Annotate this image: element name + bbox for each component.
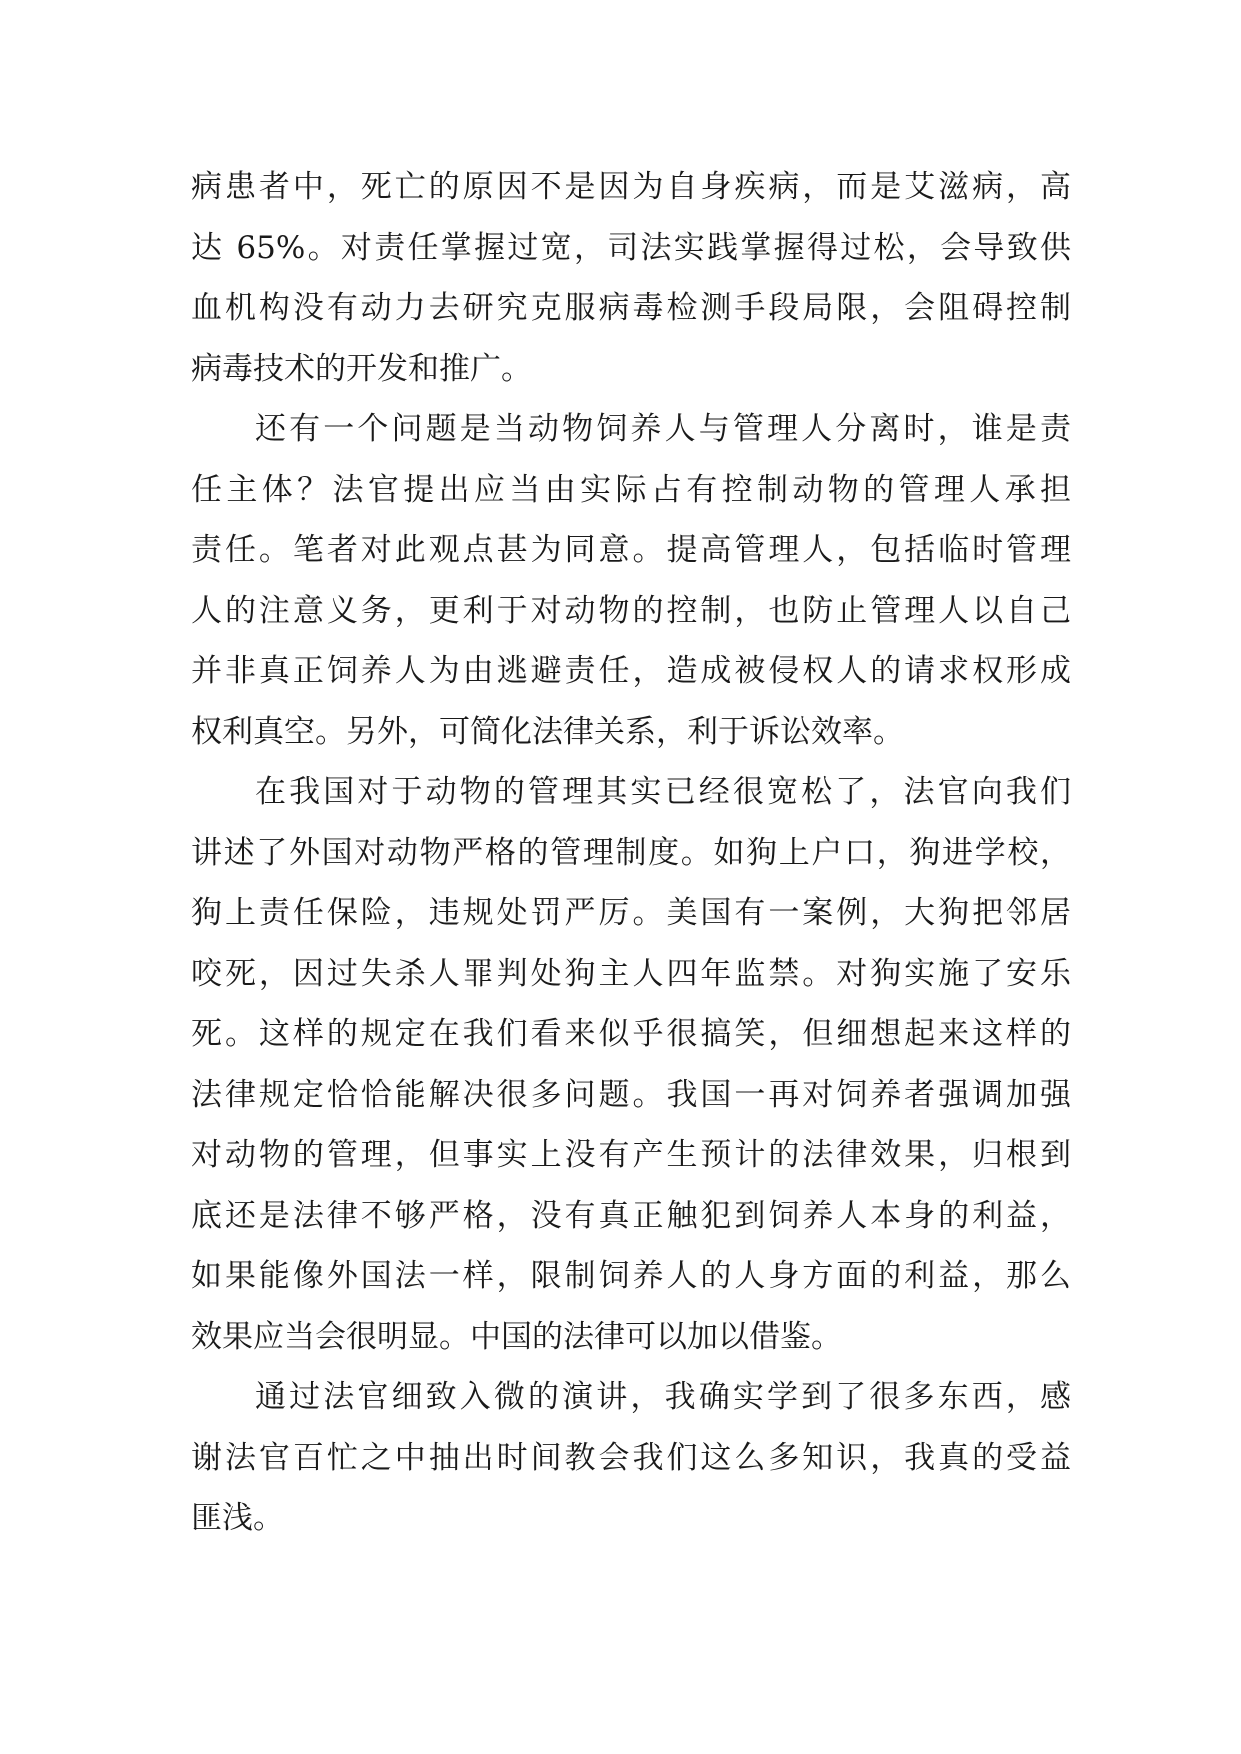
- text-line: 人的注意义务，更利于对动物的控制，也防止管理人以自己: [191, 592, 1071, 629]
- text-line: 如果能像外国法一样，限制饲养人的人身方面的利益，那么: [191, 1258, 1071, 1294]
- text-line: 对动物的管理，但事实上没有产生预计的法律效果，归根到: [191, 1137, 1071, 1173]
- text-line: 血机构没有动力去研究克服病毒检测手段局限，会阻碍控制: [191, 290, 1071, 326]
- text-line: 死。这样的规定在我们看来似乎很搞笑，但细想起来这样的: [191, 1016, 1071, 1052]
- text-line: 底还是法律不够严格，没有真正触犯到饲养人本身的利益，: [191, 1197, 1071, 1234]
- paragraph: [191, 1367, 1071, 1549]
- paragraph: [191, 157, 1071, 399]
- text-line: 权利真空。另外，可简化法律关系，利于诉讼效率。: [191, 713, 904, 750]
- text-line: 法律规定恰恰能解决很多问题。我国一再对饲养者强调加强: [191, 1076, 1071, 1113]
- text-line: 达 65%。对责任掌握过宽，司法实践掌握得过松，会导致供: [191, 229, 1071, 266]
- text-line: 效果应当会很明显。中国的法律可以加以借鉴。: [191, 1318, 842, 1355]
- body-text: [191, 157, 1071, 1549]
- text-line: 在我国对于动物的管理其实已经很宽松了，法官向我们: [255, 774, 1071, 810]
- text-line: 谢法官百忙之中抽出时间教会我们这么多知识，我真的受益: [191, 1439, 1071, 1476]
- text-line: 并非真正饲养人为由逃避责任，造成被侵权人的请求权形成: [191, 653, 1071, 689]
- text-line: 还有一个问题是当动物饲养人与管理人分离时，谁是责: [255, 411, 1071, 447]
- text-line: 讲述了外国对动物严格的管理制度。如狗上户口，狗进学校，: [191, 834, 1071, 871]
- text-line: 狗上责任保险，违规处罚严厉。美国有一案例，大狗把邻居: [191, 895, 1071, 931]
- text-line: 咬死，因过失杀人罪判处狗主人四年监禁。对狗实施了安乐: [191, 955, 1071, 992]
- paragraph: [191, 399, 1071, 762]
- text-line: 病患者中，死亡的原因不是因为自身疾病，而是艾滋病，高: [191, 169, 1071, 205]
- text-line: 病毒技术的开发和推广。: [191, 350, 532, 387]
- text-line: 责任。笔者对此观点甚为同意。提高管理人，包括临时管理: [191, 532, 1071, 568]
- text-line: 任主体？法官提出应当由实际占有控制动物的管理人承担: [191, 471, 1071, 508]
- text-line: 匪浅。: [191, 1500, 284, 1536]
- text-line: 通过法官细致入微的演讲，我确实学到了很多东西，感: [255, 1379, 1071, 1415]
- paragraph: [191, 762, 1071, 1367]
